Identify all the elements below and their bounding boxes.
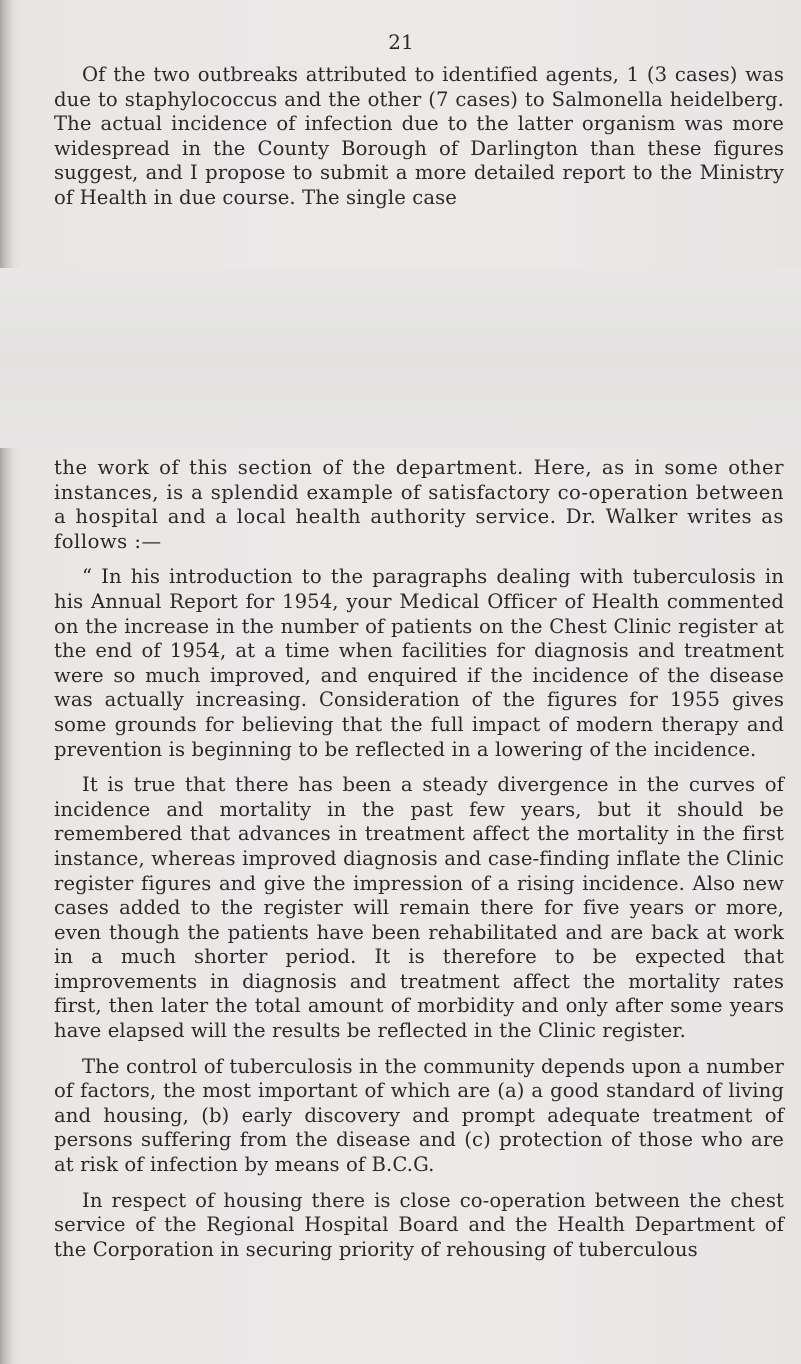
quote-paragraph-1: “ In his introduction to the paragraphs dealing with tuberculosis in his Annual Report for 1954, your Medical Officer of Health commented on the increase in the number of patients on the Chest Clinic register at the end of 1954, at a time when facilities for diagnosis and treatment were so much improved, and enquired if the incidence of the disease was actually increasing. Consideration of the figures for 1955 gives some grounds for believing that the full impact of modern therapy and prevention is beginning to be reflected in a lowering of the incidence. [54,565,784,761]
continuation-paragraph: the work of this section of the department. Here, as in some other instances, is a splendid example of satisfactory co-operation between a hospital and a local health authority service. Dr. Walker writes as follows :— [54,456,784,553]
quote-paragraph-2: It is true that there has been a steady divergence in the curves of incidence and mortality in the past few years, but it should be remembered that advances in treatment affect the mortality in the first instance, whereas improved diagnosis and case-finding inflate the Clinic register figures and give the impression of a rising incidence. Also new cases added to the register will remain there for five years or more, even though the patients have been rehabilitated and are back at work in a much shorter period. It is therefore to be expected that improvements in diagnosis and treatment affect the mortality rates first, then later the total amount of morbidity and only after some years have elapsed will the results be reflected in the Clinic register. [54,773,784,1043]
bottom-text-block [54,456,784,1262]
quote-paragraph-4: In respect of housing there is close co-operation between the chest service of the Regional Hospital Board and the Health Department of the Corporation in securing priority of rehousing of tuberculous [54,1188,784,1261]
outbreak-paragraph: Of the two outbreaks attributed to identified agents, 1 (3 cases) was due to staphylococcus and the other (7 cases) to Salmonella heidelberg. The actual incidence of infection due to the latter organism was more widespread in the County Borough of Darlington than these figures suggest, and I propose to submit a more detailed report to the Ministry of Health in due course. The single case [54,63,784,209]
page-binding-edge [0,0,14,1364]
quote-paragraph-3: The control of tuberculosis in the community depends upon a number of factors, the most important of which are (a) a good standard of living and housing, (b) early discovery and prompt adequate treatment of persons suffering from the disease and (c) protection of those who are at risk of infection by means of B.C.G. [54,1054,784,1177]
blank-gap [0,268,801,448]
page-number: 21 [388,30,414,54]
top-text-block [54,63,784,211]
